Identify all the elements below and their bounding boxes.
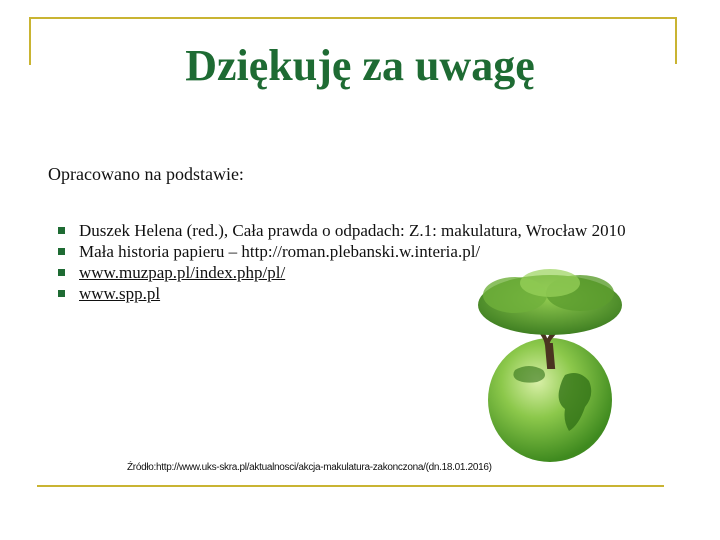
square-bullet-icon <box>58 269 65 276</box>
reference-text: Duszek Helena (red.), Cała prawda o odpadach: Z.1: makulatura, Wrocław 2010 <box>79 221 626 240</box>
frame-bottom-line <box>37 485 664 487</box>
sources-heading: Opracowano na podstawie: <box>48 164 244 184</box>
square-bullet-icon <box>58 290 65 297</box>
reference-item <box>48 220 626 241</box>
reference-link-muzpap[interactable]: www.muzpap.pl/index.php/pl/ <box>79 263 286 282</box>
reference-link-spp[interactable]: www.spp.pl <box>79 284 161 303</box>
slide-title: Dziękuję za uwagę <box>185 41 535 90</box>
tree-on-globe-icon <box>455 265 635 465</box>
frame-top-line <box>29 17 677 19</box>
square-bullet-icon <box>58 227 65 234</box>
square-bullet-icon <box>58 248 65 255</box>
image-source-caption: Źródło:http://www.uks-skra.pl/aktualnosci/akcja-makulatura-zakonczona/(dn.18.01.2016) <box>127 462 492 473</box>
reference-item <box>48 241 626 262</box>
reference-text: Mała historia papieru – http://roman.plebanski.w.interia.pl/ <box>79 242 481 261</box>
